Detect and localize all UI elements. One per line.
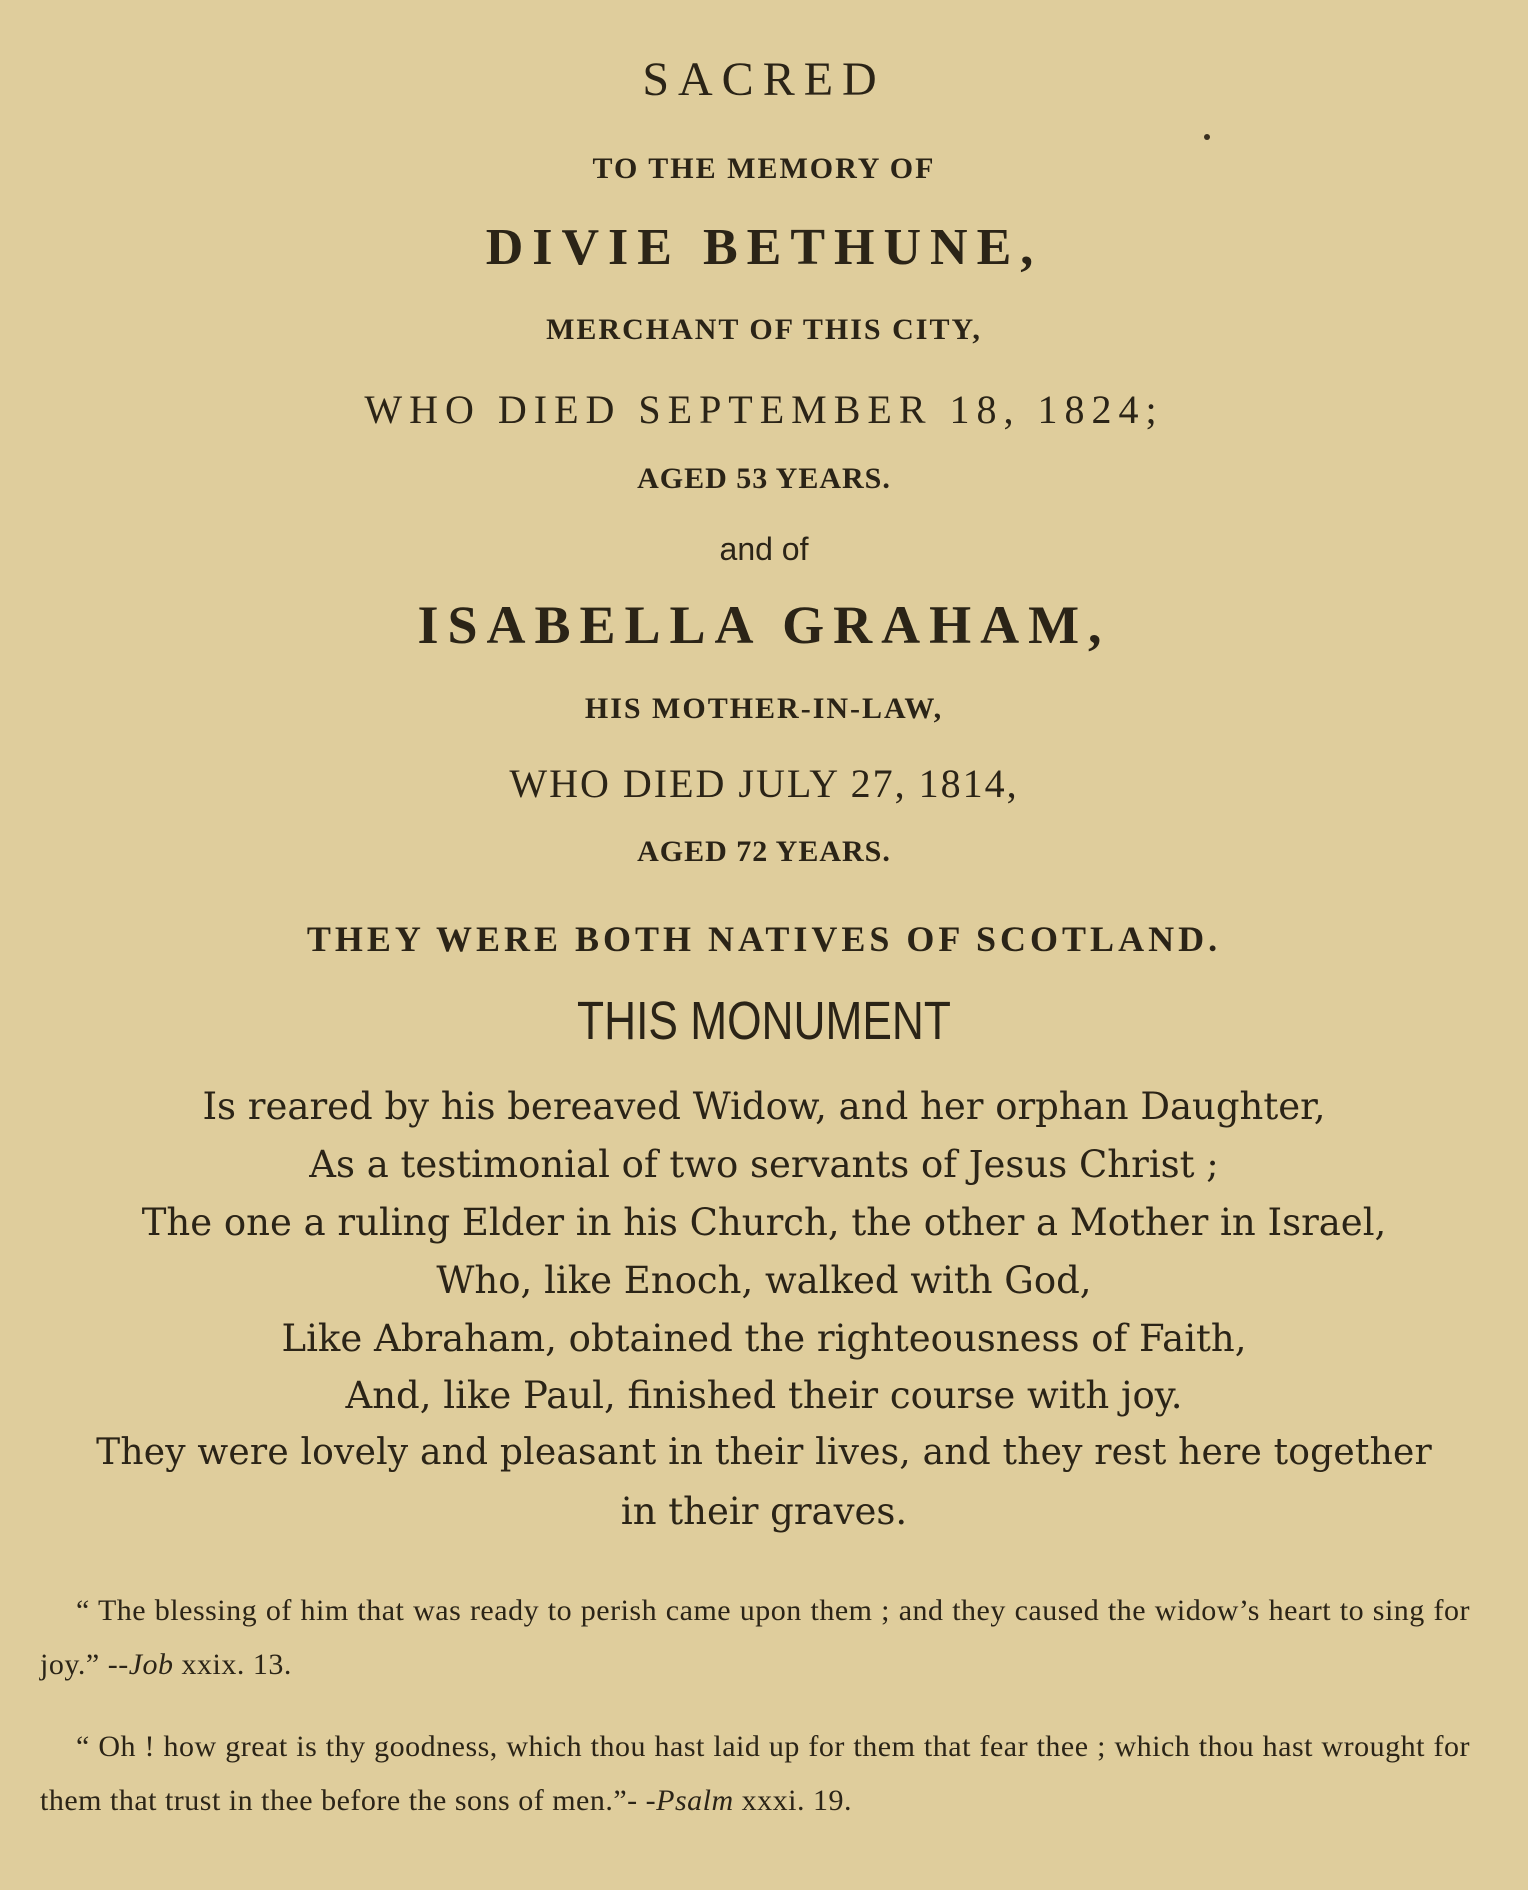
age-line-2: AGED 72 YEARS. bbox=[637, 835, 891, 868]
verse-line-3: The one a ruling Elder in his Church, the other a Mother in Israel, bbox=[141, 1201, 1387, 1244]
verse-line-1: Is reared by his bereaved Widow, and her orphan Daughter, bbox=[202, 1085, 1326, 1128]
verse-line-5: Like Abraham, obtained the righteousness of Faith, bbox=[281, 1317, 1247, 1360]
verse-line-6: And, like Paul, finished their course with joy. bbox=[345, 1374, 1183, 1417]
verse-line-2: As a testimonial of two servants of Jesus Christ ; bbox=[309, 1143, 1219, 1186]
job-citation: Job bbox=[128, 1648, 174, 1681]
verse-line-4: Who, like Enoch, walked with God, bbox=[436, 1259, 1092, 1302]
sacred-heading: SACRED bbox=[642, 53, 886, 106]
this-monument-heading: THIS MONUMENT bbox=[577, 991, 951, 1051]
verse-line-8: in their graves. bbox=[620, 1490, 908, 1533]
name-isabella-graham: ISABELLA GRAHAM, bbox=[417, 595, 1111, 655]
name-divie-bethune: DIVIE BETHUNE, bbox=[485, 219, 1043, 276]
verse-line-7: They were lovely and pleasant in their lives, and they rest here together bbox=[96, 1432, 1432, 1473]
ink-speck bbox=[1204, 134, 1210, 140]
psalm-quote bbox=[40, 1720, 1470, 1828]
natives-line: THEY WERE BOTH NATIVES OF SCOTLAND. bbox=[306, 919, 1222, 959]
memory-of-line: TO THE MEMORY OF bbox=[592, 152, 936, 185]
death-date-1: WHO DIED SEPTEMBER 18, 1824; bbox=[364, 387, 1164, 432]
job-quote-text: “ The blessing of him that was ready to perish came upon them ; and they caused the widow’s heart to sing for joy.” -- bbox=[40, 1594, 1470, 1681]
psalm-citation: Psalm bbox=[656, 1784, 734, 1817]
and-of-line: and of bbox=[719, 531, 809, 567]
death-date-2: WHO DIED JULY 27, 1814, bbox=[509, 761, 1019, 806]
psalm-verse-number: xxxi. 19. bbox=[733, 1784, 852, 1817]
occupation-line: MERCHANT OF THIS CITY, bbox=[546, 313, 982, 346]
relation-line: HIS MOTHER-IN-LAW, bbox=[584, 692, 944, 725]
psalm-quote-text: “ Oh ! how great is thy goodness, which thou hast laid up for them that fear thee ; which thou hast wrought for them that trust in thee before the sons of men.”- - bbox=[40, 1730, 1470, 1817]
age-line-1: AGED 53 YEARS. bbox=[637, 462, 891, 495]
job-verse-number: xxix. 13. bbox=[173, 1648, 292, 1681]
job-quote bbox=[40, 1584, 1470, 1692]
